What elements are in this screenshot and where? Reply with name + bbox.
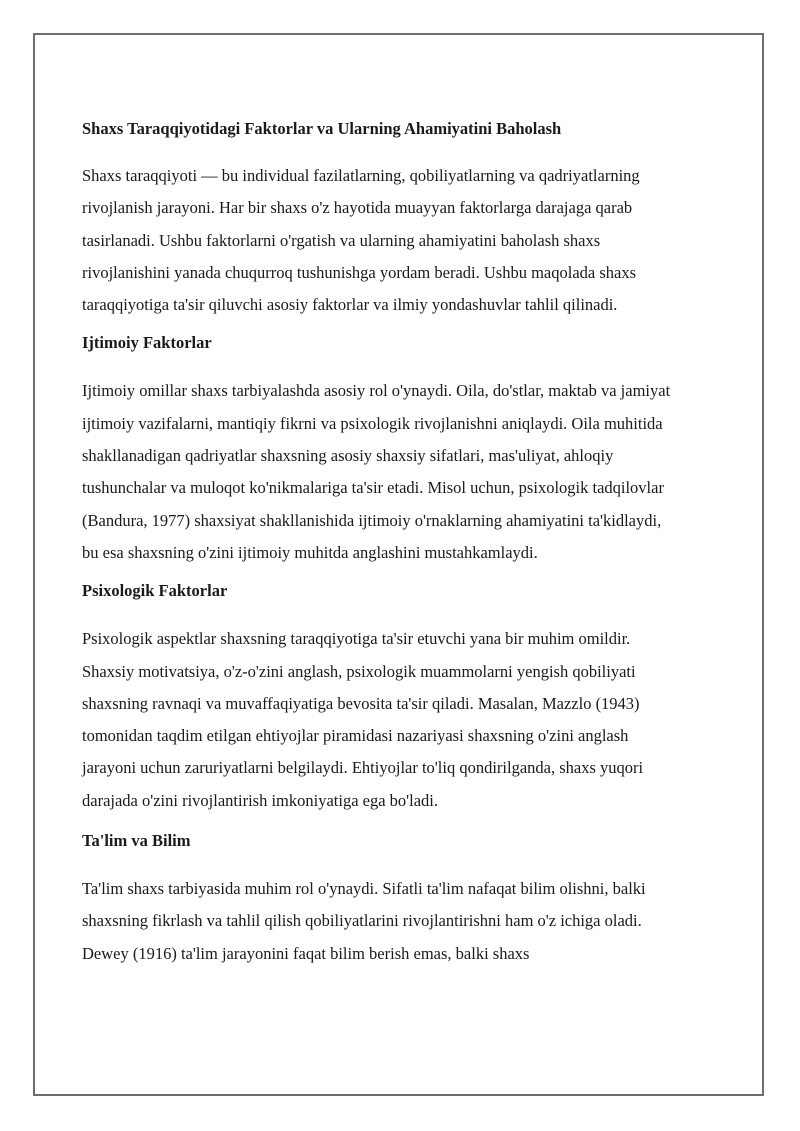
section-heading-psychological: Psixologik Faktorlar (82, 581, 228, 601)
document-content (82, 118, 672, 981)
section-body-psychological: Psixologik aspektlar shaxsning taraqqiyotiga ta'sir etuvchi yana bir muhim omildir. Shaxsiy motivatsiya, o'z-o'zini anglash, psixologik muammolarni yengish qobiliyati shaxsning ravnaqi va muvaffaqiyatiga bevosita ta'sir qiladi. Masalan, Mazzlo (1943) tomonidan taqdim etilgan ehtiyojlar piramidasi nazariyasi shaxsning o'zini anglash jarayoni uchun zaruriyatlarni belgilaydi. Ehtiyojlar to'liq qondirilganda, shaxs yuqori darajada o'zini rivojlantirish imkoniyatiga ega bo'ladi. (82, 629, 644, 810)
document-title: Shaxs Taraqqiyotidagi Faktorlar va Ularning Ahamiyatini Baholash (82, 119, 562, 138)
section-heading-education: Ta'lim va Bilim (82, 831, 191, 851)
section-body-education: Ta'lim shaxs tarbiyasida muhim rol o'ynaydi. Sifatli ta'lim nafaqat bilim olishni, balki shaxsning fikrlash va tahlil qilish qobiliyatlarini rivojlantirishni ham o'z ichiga oladi. Dewey (1916) ta'lim jarayonini faqat bilim berish emas, balki shaxs (82, 879, 646, 963)
section-heading-social: Ijtimoiy Faktorlar (82, 333, 212, 353)
section-body-social: Ijtimoiy omillar shaxs tarbiyalashda asosiy rol o'ynaydi. Oila, do'stlar, maktab va jamiyat ijtimoiy vazifalarni, mantiqiy fikrni va psixologik rivojlanishni aniqlaydi. Oila muhitida shakllanadigan qadriyatlar shaxsning asosiy shaxsiy sifatlari, mas'uliyat, ahloqiy tushunchalar va muloqot ko'nikmalariga ta'sir etadi. Misol uchun, psixologik tadqilovlar (Bandura, 1977) shaxsiyat shakllanishida ijtimoiy o'rnaklarning ahamiyatini ta'kidlaydi, bu esa shaxsning o'zini ijtimoiy muhitda anglashini mustahkamlaydi. (82, 381, 671, 562)
intro-paragraph: Shaxs taraqqiyoti — bu individual fazilatlarning, qobiliyatlarning va qadriyatlarning rivojlanish jarayoni. Har bir shaxs o'z hayotida muayyan faktorlarga darajaga qarab tasirlanadi. Ushbu faktorlarni o'rgatish va ularning ahamiyatini baholash shaxs rivojlanishini yanada chuqurroq tushunishga yordam beradi. Ushbu maqolada shaxs taraqqiyotiga ta'sir qiluvchi asosiy faktorlar va ilmiy yondashuvlar tahlil qilinadi. (82, 166, 640, 315)
